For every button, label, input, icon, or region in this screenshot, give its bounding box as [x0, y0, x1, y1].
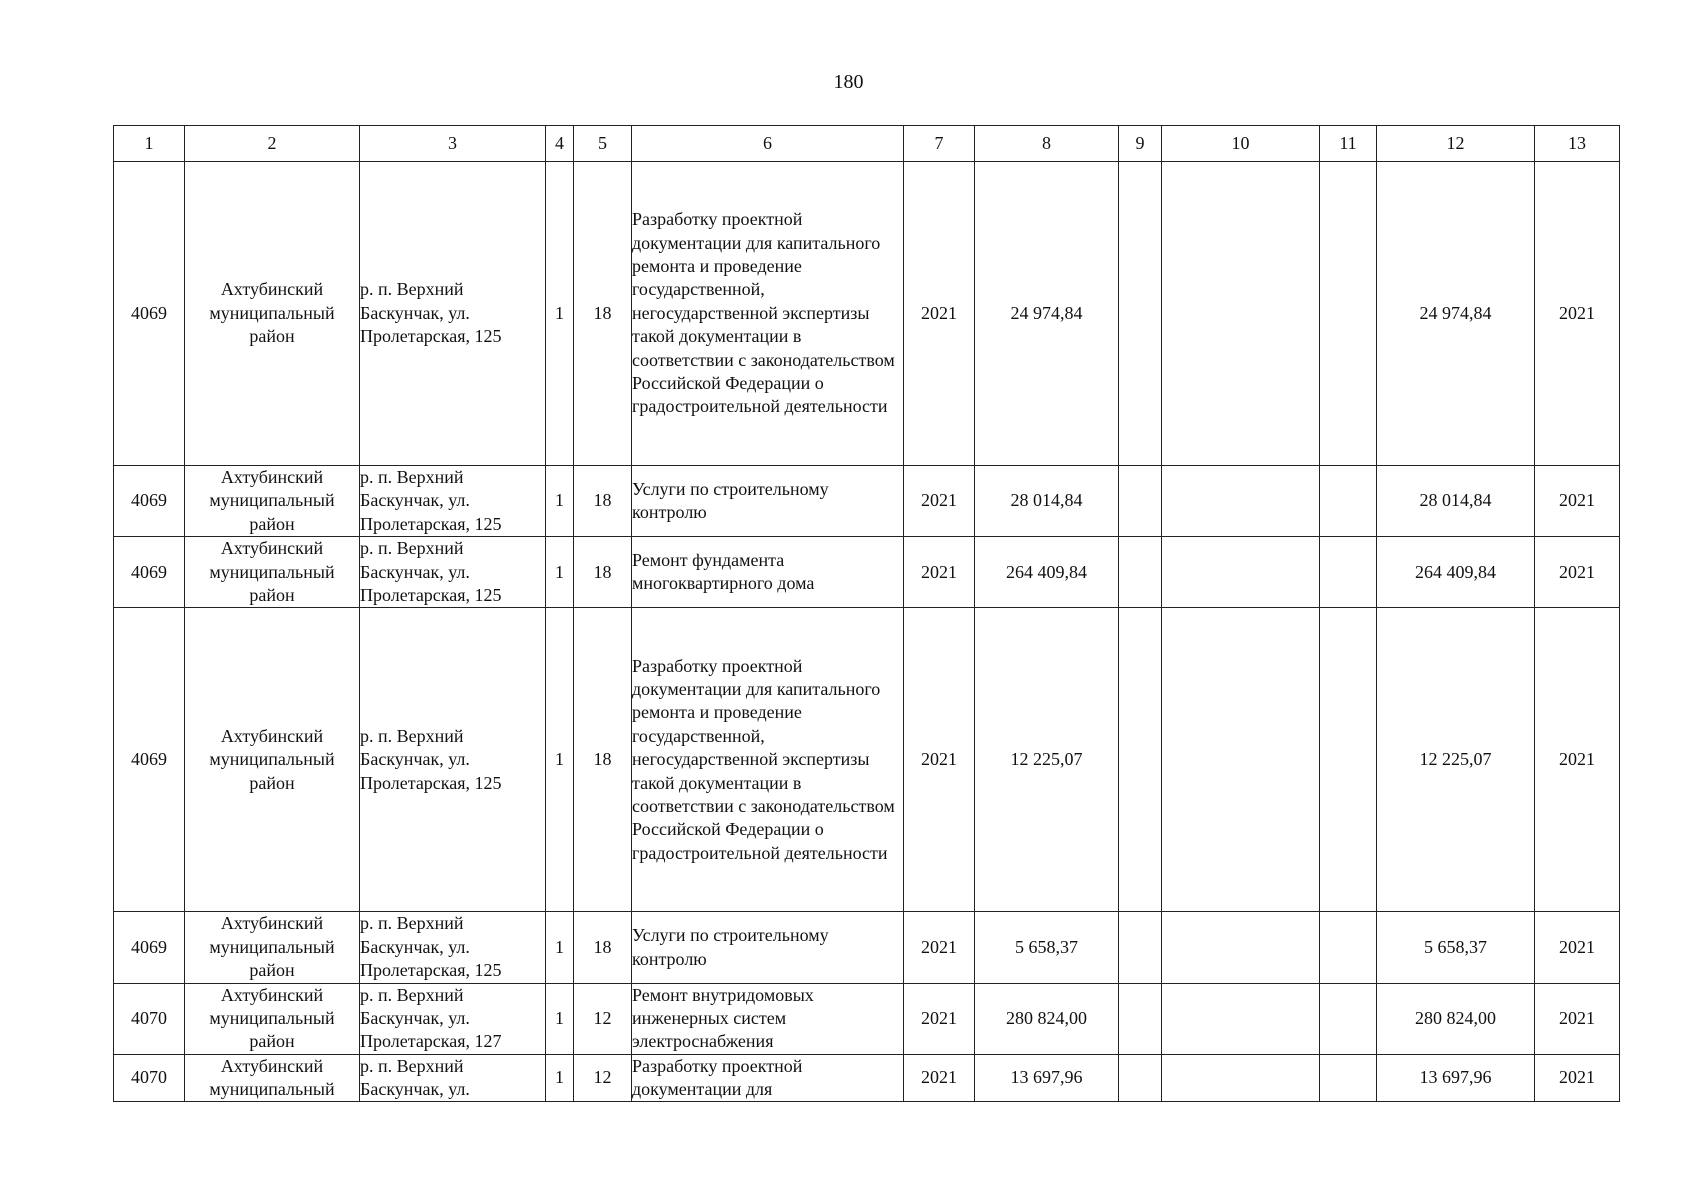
municipality-text: Ахтубинский муниципальный: [209, 1055, 335, 1100]
cost-cell: 24 974,84: [975, 162, 1119, 466]
year-cell: 2021: [904, 537, 975, 608]
table-row: [114, 983, 1620, 1054]
col9-cell: [1119, 1054, 1162, 1101]
work-type-text: Разработку проектной документации для: [632, 1055, 803, 1100]
completion-year-cell: 2021: [1535, 912, 1620, 983]
address-cell: р. п. Верхний Баскунчак, ул. Пролетарская, 125: [360, 466, 546, 537]
col9-cell: [1119, 912, 1162, 983]
year-cell: 2021: [904, 912, 975, 983]
header-cell: 6: [632, 126, 904, 162]
address-cell: [360, 1054, 546, 1101]
header-cell: 13: [1535, 126, 1620, 162]
address-cell: р. п. Верхний Баскунчак, ул. Пролетарская, 125: [360, 162, 546, 466]
header-cell: 10: [1162, 126, 1320, 162]
record-number-cell: 4069: [114, 162, 185, 466]
table-row: [114, 608, 1620, 912]
total-cost-cell: 13 697,96: [1377, 1054, 1535, 1101]
col11-cell: [1320, 162, 1377, 466]
municipality-cell: Ахтубинский муниципальный район: [185, 608, 360, 912]
col5-cell: 12: [574, 983, 632, 1054]
col10-cell: [1162, 1054, 1320, 1101]
table-header-row: [114, 126, 1620, 162]
header-cell: 4: [546, 126, 574, 162]
header-cell: 2: [185, 126, 360, 162]
header-cell: 1: [114, 126, 185, 162]
col4-cell: 1: [546, 162, 574, 466]
col5-cell: 18: [574, 608, 632, 912]
header-cell: 8: [975, 126, 1119, 162]
header-cell: 7: [904, 126, 975, 162]
header-cell: 3: [360, 126, 546, 162]
col9-cell: [1119, 537, 1162, 608]
completion-year-cell: 2021: [1535, 162, 1620, 466]
header-cell: 9: [1119, 126, 1162, 162]
work-type-cell: [632, 1054, 904, 1101]
municipality-cell: Ахтубинский муниципальный район: [185, 466, 360, 537]
work-type-cell: Ремонт фундамента многоквартирного дома: [632, 537, 904, 608]
year-cell: 2021: [904, 983, 975, 1054]
header-cell: 11: [1320, 126, 1377, 162]
col5-cell: 18: [574, 537, 632, 608]
total-cost-cell: 12 225,07: [1377, 608, 1535, 912]
year-cell: 2021: [904, 162, 975, 466]
col9-cell: [1119, 466, 1162, 537]
col9-cell: [1119, 608, 1162, 912]
municipality-cell: Ахтубинский муниципальный район: [185, 983, 360, 1054]
completion-year-cell: 2021: [1535, 537, 1620, 608]
col5-cell: 18: [574, 162, 632, 466]
col11-cell: [1320, 983, 1377, 1054]
cost-cell: 280 824,00: [975, 983, 1119, 1054]
address-text: р. п. Верхний Баскунчак, ул.: [360, 1055, 470, 1100]
header-cell: 12: [1377, 126, 1535, 162]
col9-cell: [1119, 983, 1162, 1054]
cost-cell: 13 697,96: [975, 1054, 1119, 1101]
col10-cell: [1162, 537, 1320, 608]
municipality-cell: [185, 1054, 360, 1101]
record-number-cell: 4070: [114, 983, 185, 1054]
col11-cell: [1320, 608, 1377, 912]
completion-year-cell: 2021: [1535, 466, 1620, 537]
col5-cell: 18: [574, 466, 632, 537]
header-cell: 5: [574, 126, 632, 162]
municipality-cell: Ахтубинский муниципальный район: [185, 537, 360, 608]
table-row: [114, 537, 1620, 608]
work-type-cell: Разработку проектной документации для капитального ремонта и проведение государственной, негосударственной экспертизы такой документации в соответствии с законодательством Российской Федерации о градостроительной деятельности: [632, 608, 904, 912]
col4-cell: 1: [546, 1054, 574, 1101]
year-cell: 2021: [904, 466, 975, 537]
col5-cell: 12: [574, 1054, 632, 1101]
cost-cell: 264 409,84: [975, 537, 1119, 608]
col10-cell: [1162, 608, 1320, 912]
col10-cell: [1162, 466, 1320, 537]
page-number: 180: [833, 71, 864, 93]
col11-cell: [1320, 912, 1377, 983]
record-number-cell: 4069: [114, 537, 185, 608]
col4-cell: 1: [546, 983, 574, 1054]
capital-repair-table: [113, 125, 1620, 1102]
col4-cell: 1: [546, 466, 574, 537]
total-cost-cell: 24 974,84: [1377, 162, 1535, 466]
total-cost-cell: 5 658,37: [1377, 912, 1535, 983]
address-cell: р. п. Верхний Баскунчак, ул. Пролетарская, 125: [360, 912, 546, 983]
address-cell: р. п. Верхний Баскунчак, ул. Пролетарская, 127: [360, 983, 546, 1054]
col10-cell: [1162, 983, 1320, 1054]
col9-cell: [1119, 162, 1162, 466]
work-type-cell: Разработку проектной документации для капитального ремонта и проведение государственной, негосударственной экспертизы такой документации в соответствии с законодательством Российской Федерации о градостроительной деятельности: [632, 162, 904, 466]
completion-year-cell: 2021: [1535, 983, 1620, 1054]
total-cost-cell: 280 824,00: [1377, 983, 1535, 1054]
municipality-cell: Ахтубинский муниципальный район: [185, 162, 360, 466]
col10-cell: [1162, 912, 1320, 983]
record-number-cell: 4070: [114, 1054, 185, 1101]
year-cell: 2021: [904, 1054, 975, 1101]
cost-cell: 28 014,84: [975, 466, 1119, 537]
col4-cell: 1: [546, 608, 574, 912]
record-number-cell: 4069: [114, 912, 185, 983]
year-cell: 2021: [904, 608, 975, 912]
cost-cell: 5 658,37: [975, 912, 1119, 983]
cost-cell: 12 225,07: [975, 608, 1119, 912]
col11-cell: [1320, 466, 1377, 537]
municipality-cell: Ахтубинский муниципальный район: [185, 912, 360, 983]
col4-cell: 1: [546, 912, 574, 983]
table-row: [114, 162, 1620, 466]
address-cell: р. п. Верхний Баскунчак, ул. Пролетарская, 125: [360, 608, 546, 912]
table-row: [114, 466, 1620, 537]
total-cost-cell: 264 409,84: [1377, 537, 1535, 608]
address-cell: р. п. Верхний Баскунчак, ул. Пролетарская, 125: [360, 537, 546, 608]
table-row: [114, 1054, 1620, 1101]
col11-cell: [1320, 1054, 1377, 1101]
col5-cell: 18: [574, 912, 632, 983]
work-type-cell: Услуги по строительному контролю: [632, 466, 904, 537]
completion-year-cell: 2021: [1535, 608, 1620, 912]
col10-cell: [1162, 162, 1320, 466]
record-number-cell: 4069: [114, 466, 185, 537]
total-cost-cell: 28 014,84: [1377, 466, 1535, 537]
completion-year-cell: 2021: [1535, 1054, 1620, 1101]
work-type-cell: Услуги по строительному контролю: [632, 912, 904, 983]
col4-cell: 1: [546, 537, 574, 608]
work-type-cell: Ремонт внутридомовых инженерных систем электроснабжения: [632, 983, 904, 1054]
table-row: [114, 912, 1620, 983]
col11-cell: [1320, 537, 1377, 608]
record-number-cell: 4069: [114, 608, 185, 912]
